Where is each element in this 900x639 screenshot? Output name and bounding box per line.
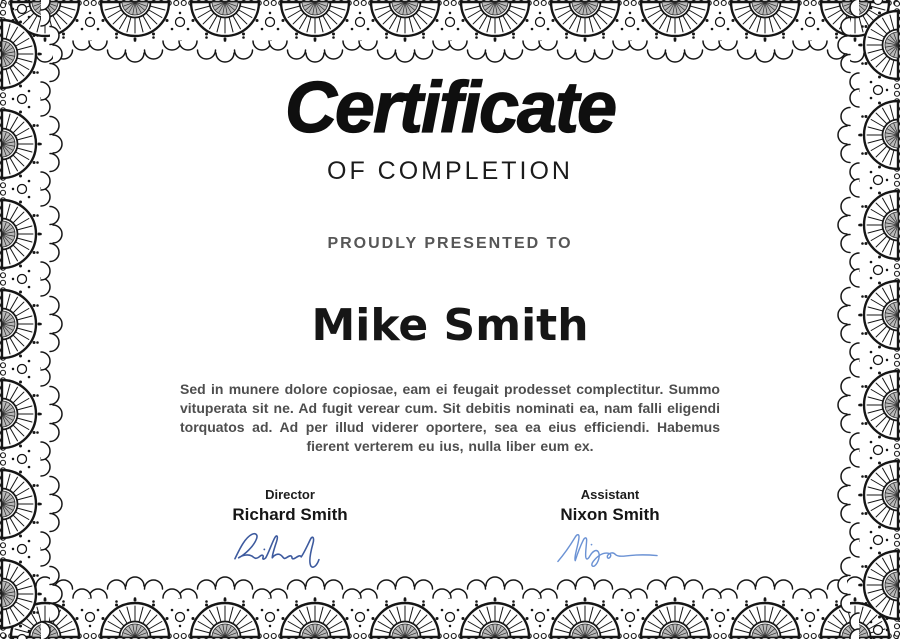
- certificate-title: Certificate: [284, 68, 616, 148]
- lace-edge-bottom: [0, 577, 900, 639]
- signature-nixon-icon: [540, 527, 680, 569]
- signer-role: Assistant: [580, 487, 640, 502]
- signer-name: Richard Smith: [232, 505, 348, 524]
- signature-richard-icon: [225, 527, 355, 569]
- lace-edge-right: [838, 0, 900, 639]
- signer-block-assistant: [500, 487, 720, 569]
- signer-name: Nixon Smith: [560, 505, 660, 524]
- signer-block-director: [180, 487, 400, 569]
- certificate-body-text: Sed in munere dolore copiosae, eam ei feugait prodesset complectitur. Summo vituperata sit ne. Ad fugit verear cum. Sit debitis nominati ea, nam falli eligendi torquatos ad. Ad per illud viderer oportere, sea ea eius efficiendi. Habemus fierent verterem eu ius, nulla liber eum ex.: [180, 381, 720, 454]
- lace-edge-left: [1, 0, 63, 639]
- presented-label: PROUDLY PRESENTED TO: [327, 235, 573, 252]
- signature-row: [62, 487, 838, 569]
- certificate-content: [62, 62, 838, 577]
- recipient-name: Mike Smith: [311, 300, 589, 351]
- signer-role: Director: [265, 487, 315, 502]
- lace-edge-top: [0, 1, 900, 63]
- certificate-subtitle: OF COMPLETION: [327, 157, 573, 185]
